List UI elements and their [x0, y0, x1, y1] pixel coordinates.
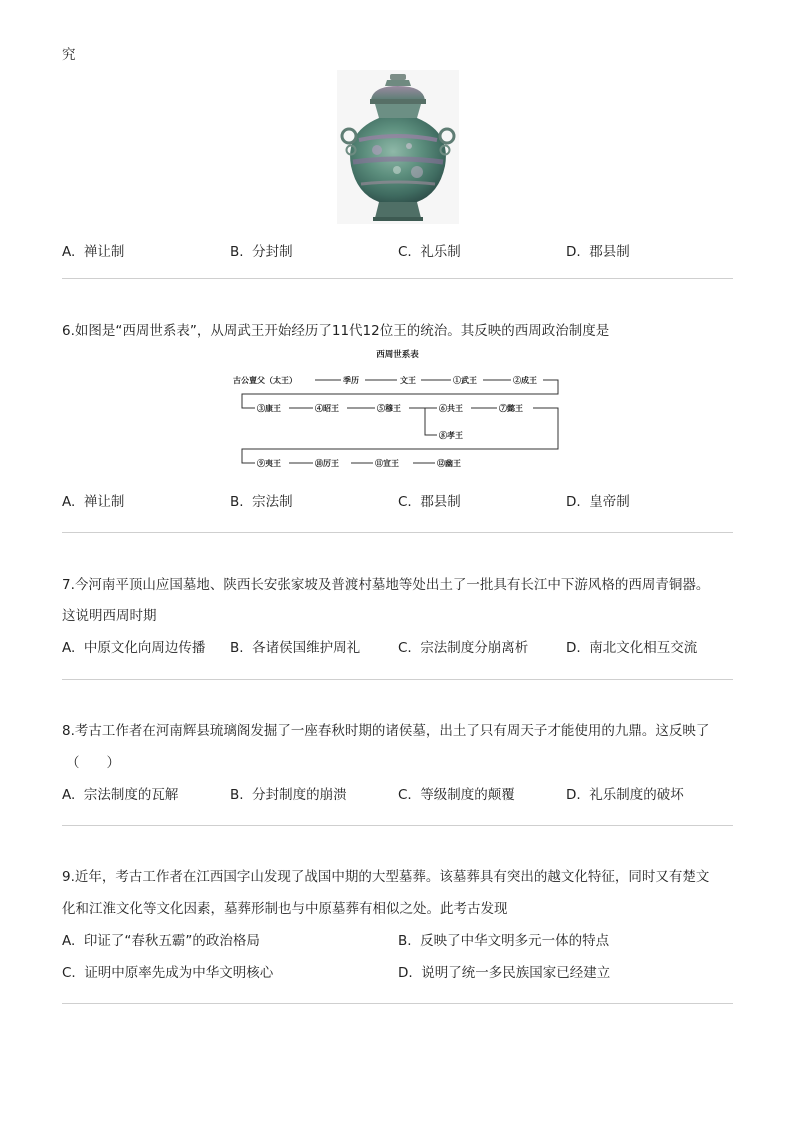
bronze-vessel-image: [337, 70, 459, 224]
lineage-node: 季历: [343, 375, 359, 385]
lineage-node: ⑤穆王: [377, 403, 401, 413]
q7-stem-line2: 这说明西周时期: [62, 608, 157, 624]
divider: [62, 532, 733, 533]
q8-stem-line1: 8.考古工作者在河南辉县琉璃阁发掘了一座春秋时期的诸侯墓，出土了只有周天子才能使用的九鼎。这反映了: [62, 723, 710, 739]
lineage-node: ①武王: [453, 375, 477, 385]
q6-option-d[interactable]: D. 皇帝制: [566, 494, 630, 510]
q7-option-a[interactable]: A. 中原文化向周边传播: [62, 640, 206, 656]
lineage-node: ⑫幽王: [437, 458, 461, 468]
q9-stem-line2: 化和江淮文化等文化因素，墓葬形制也与中原墓葬有相似之处。此考古发现: [62, 901, 508, 917]
lineage-node: ③康王: [257, 403, 281, 413]
q8-option-c[interactable]: C. 等级制度的颠覆: [398, 787, 515, 803]
lineage-node: ⑪宣王: [375, 458, 399, 468]
q6-stem: 6.如图是“西周世系表”，从周武王开始经历了11代12位王的统治。其反映的西周政治制度是: [62, 323, 610, 339]
lineage-chart-title: 西周世系表: [376, 350, 419, 360]
lineage-node: ⑩厉王: [315, 458, 339, 468]
lineage-node: 古公亶父（太王）: [233, 375, 297, 385]
q6-option-a[interactable]: A. 禅让制: [62, 494, 125, 510]
q9-stem-line1: 9.近年，考古工作者在江西国字山发现了战国中期的大型墓葬。该墓葬具有突出的越文化特征，同时又有楚文: [62, 869, 710, 885]
lineage-node: ②成王: [513, 375, 537, 385]
lineage-node: ⑧孝王: [439, 430, 463, 440]
q9-option-d[interactable]: D. 说明了统一多民族国家已经建立: [398, 965, 611, 981]
q7-option-c[interactable]: C. 宗法制度分崩离析: [398, 640, 529, 656]
q5-option-d[interactable]: D. 郡县制: [566, 244, 630, 260]
divider: [62, 278, 733, 279]
divider: [62, 1003, 733, 1004]
q5-option-c[interactable]: C. 礼乐制: [398, 244, 461, 260]
q9-option-a[interactable]: A. 印证了“春秋五霸”的政治格局: [62, 933, 260, 949]
lineage-node: ④昭王: [315, 403, 339, 413]
divider: [62, 679, 733, 680]
q8-stem-line2: （ ）: [66, 755, 120, 771]
divider: [62, 825, 733, 826]
q8-option-b[interactable]: B. 分封制度的崩溃: [230, 787, 347, 803]
q7-option-d[interactable]: D. 南北文化相互交流: [566, 640, 698, 656]
q7-option-b[interactable]: B. 各诸侯国维护周礼: [230, 640, 361, 656]
lineage-node: 文王: [400, 375, 416, 385]
q9-option-b[interactable]: B. 反映了中华文明多元一体的特点: [398, 933, 610, 949]
lineage-node: ⑦懿王: [499, 403, 523, 413]
q6-option-b[interactable]: B. 宗法制: [230, 494, 293, 510]
q7-stem-line1: 7.今河南平顶山应国墓地、陕西长安张家坡及普渡村墓地等处出土了一批具有长江中下游风格的西周青铜器。: [62, 577, 710, 593]
xizhou-lineage-chart: [225, 348, 570, 474]
lineage-node: ⑨夷王: [257, 458, 281, 468]
q9-option-c[interactable]: C. 证明中原率先成为中华文明核心: [62, 965, 274, 981]
q8-option-a[interactable]: A. 宗法制度的瓦解: [62, 787, 179, 803]
page-fragment-text: 究: [62, 47, 76, 63]
lineage-node: ⑥共王: [439, 403, 463, 413]
q5-option-b[interactable]: B. 分封制: [230, 244, 293, 260]
q6-option-c[interactable]: C. 郡县制: [398, 494, 461, 510]
q5-option-a[interactable]: A. 禅让制: [62, 244, 125, 260]
q8-option-d[interactable]: D. 礼乐制度的破坏: [566, 787, 684, 803]
